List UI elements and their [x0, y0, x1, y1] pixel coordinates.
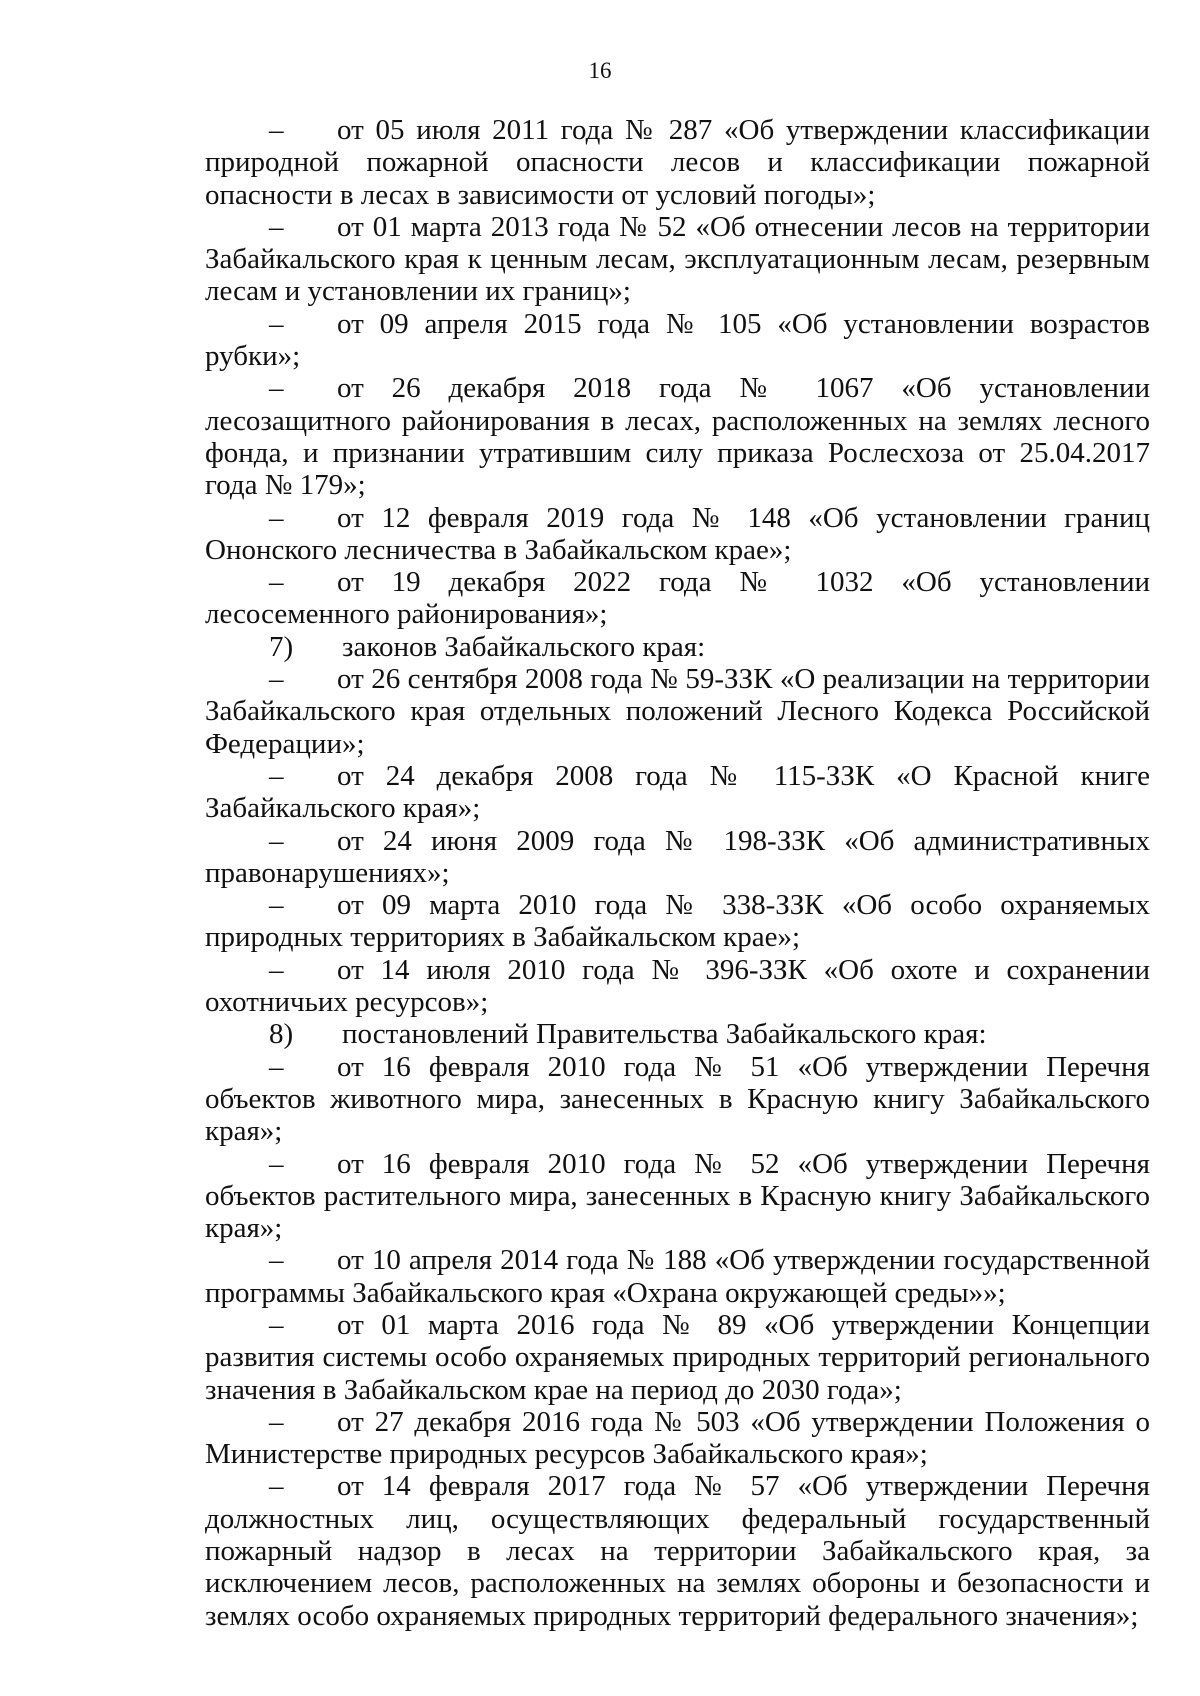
dash-marker: – — [269, 1050, 284, 1083]
list-item — [205, 211, 1150, 308]
item-text: постановлений Правительства Забайкальского края: — [342, 1018, 987, 1051]
dash-marker: – — [269, 210, 284, 243]
item-text: от 19 декабря 2022 года № 1032 «Об установлении лесосеменного районирования»; — [205, 566, 1150, 631]
dash-marker: – — [269, 501, 284, 534]
item-text: от 01 марта 2016 года № 89 «Об утверждении Концепции развития системы особо охраняемых природных территорий регионального значения в Забайкальском крае на период до 2030 года»; — [205, 1308, 1150, 1406]
item-text: от 26 сентября 2008 года № 59-ЗЗК «О реализации на территории Забайкальского края отдельных положений Лесного Кодекса Российской Федерации»; — [205, 663, 1150, 760]
list-item — [205, 308, 1150, 373]
dash-marker: – — [269, 889, 284, 922]
list-item — [205, 114, 1150, 211]
list-item — [205, 502, 1150, 567]
item-text: от 05 июля 2011 года № 287 «Об утверждении классификации природной пожарной опасности лесов и классификации пожарной опасности в лесах в зависимости от условий погоды»; — [205, 114, 1150, 211]
dash-marker: – — [269, 372, 284, 405]
dash-marker: – — [269, 307, 284, 340]
list-item — [205, 889, 1150, 954]
dash-marker: – — [269, 114, 284, 146]
dash-marker: – — [269, 953, 284, 986]
dash-marker: – — [269, 663, 284, 696]
item-text: от 14 июля 2010 года № 396-ЗЗК «Об охоте и сохранении охотничьих ресурсов»; — [205, 953, 1150, 1019]
list-item — [205, 760, 1150, 825]
list-item — [205, 1148, 1150, 1245]
item-text: от 09 апреля 2015 года № 105 «Об установлении возрастов рубки»; — [205, 307, 1150, 373]
item-text: от 16 февраля 2010 года № 52 «Об утверждении Перечня объектов растительного мира, занесенных в Красную книгу Забайкальского края»; — [205, 1147, 1150, 1245]
list-item — [205, 372, 1150, 501]
dash-marker: – — [269, 759, 284, 792]
item-text: от 24 декабря 2008 года № 115-ЗЗК «О Красной книге Забайкальского края»; — [205, 759, 1150, 825]
item-text: от 12 февраля 2019 года № 148 «Об установлении границ Ононского лесничества в Забайкальском крае»; — [205, 501, 1150, 566]
list-item — [205, 1406, 1150, 1471]
dash-marker: – — [269, 1147, 284, 1180]
item-text: от 27 декабря 2016 года № 503 «Об утверждении Положения о Министерстве природных ресурсов Забайкальского края»; — [205, 1405, 1150, 1471]
item-text: от 16 февраля 2010 года № 51 «Об утверждении Перечня объектов животного мира, занесенных в Красную книгу Забайкальского края»; — [205, 1050, 1150, 1148]
item-number: 8) — [269, 1018, 294, 1051]
list-item — [205, 954, 1150, 1019]
page-number: 16 — [588, 58, 612, 83]
list-item — [205, 566, 1150, 631]
list-item — [205, 1470, 1150, 1631]
dash-marker: – — [269, 1244, 284, 1277]
item-text: от 10 апреля 2014 года № 188 «Об утверждении государственной программы Забайкальского края «Охрана окружающей среды»»; — [205, 1244, 1150, 1309]
item-text: законов Забайкальского края: — [342, 630, 706, 663]
document-body — [205, 114, 1150, 1632]
dash-marker: – — [269, 1405, 284, 1438]
dash-marker: – — [269, 566, 284, 599]
numbered-list-item — [205, 631, 1150, 663]
list-item — [205, 1309, 1150, 1406]
list-item — [205, 1051, 1150, 1148]
dash-marker: – — [269, 1470, 284, 1503]
item-text: от 09 марта 2010 года № 338-ЗЗК «Об особо охраняемых природных территориях в Забайкальском крае»; — [205, 889, 1150, 954]
list-item — [205, 1244, 1150, 1309]
dash-marker: – — [269, 1308, 284, 1341]
item-text: от 26 декабря 2018 года № 1067 «Об установлении лесозащитного районирования в лесах, расположенных на землях лесного фонда, и признании утратившим силу приказа Рослесхоза от 25.04.2017 года № 179»; — [205, 372, 1150, 502]
item-number: 7) — [269, 630, 294, 663]
numbered-list-item — [205, 1018, 1150, 1050]
item-text: от 14 февраля 2017 года № 57 «Об утверждении Перечня должностных лиц, осуществляющих федеральный государственный пожарный надзор в лесах на территории Забайкальского края, за исключением лесов, расположенных на землях обороны и безопасности и землях особо охраняемых природных территорий федерального значения»; — [205, 1470, 1150, 1632]
list-item — [205, 825, 1150, 890]
item-text: от 01 марта 2013 года № 52 «Об отнесении лесов на территории Забайкальского края к ценным лесам, эксплуатационным лесам, резервным лесам и установлении их границ»; — [205, 210, 1150, 308]
item-text: от 24 июня 2009 года № 198-ЗЗК «Об административных правонарушениях»; — [205, 824, 1150, 889]
list-item — [205, 663, 1150, 760]
dash-marker: – — [269, 824, 284, 857]
